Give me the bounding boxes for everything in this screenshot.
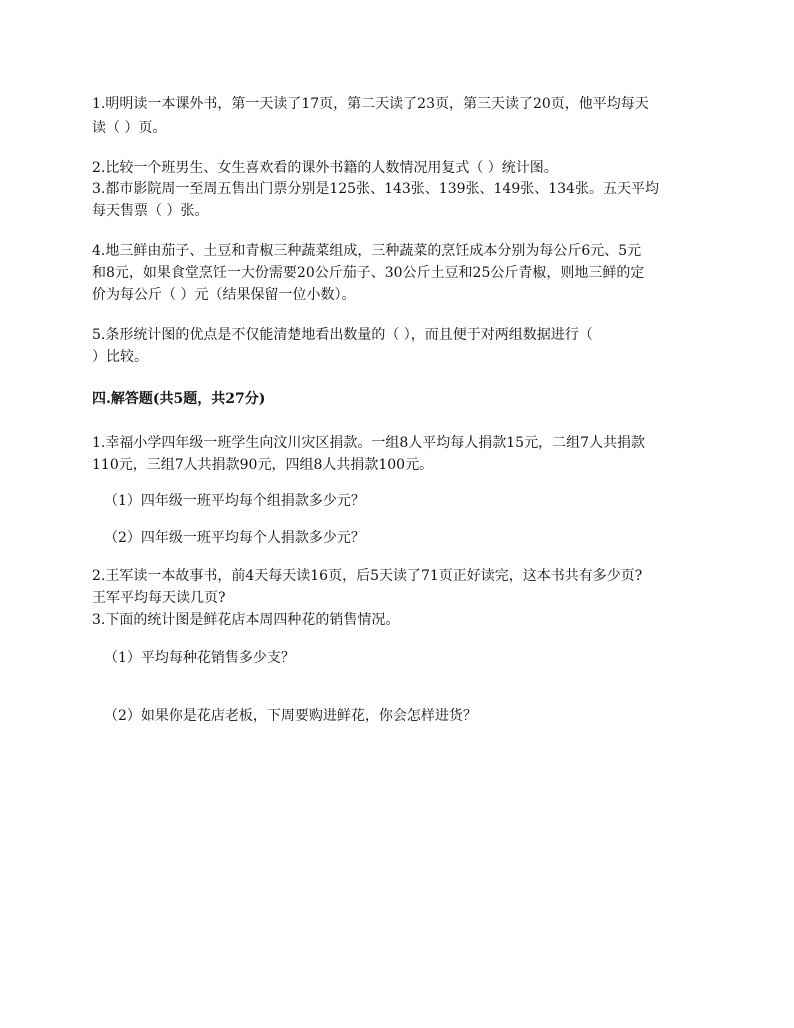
question-3-line-1: 3.都市影院周一至周五售出门票分别是125张、143张、139张、149张、134张。五天平均 (92, 181, 659, 197)
question-4-line-2: 和8元，如果食堂烹饪一大份需要20公斤茄子、30公斤土豆和25公斤青椒，则地三鲜的定 (92, 265, 645, 281)
section-title: 四.解答题(共5题，共27分) (92, 391, 266, 407)
answer-question-2-line-2: 王军平均每天读几页? (92, 590, 226, 606)
question-5-line-1: 5.条形统计图的优点是不仅能清楚地看出数量的（ ），而且便于对两组数据进行（ (92, 327, 593, 343)
question-3-line-2: 每天售票（ ）张。 (92, 203, 209, 219)
question-4-line-3: 价为每公斤（ ）元（结果保留一位小数）。 (92, 287, 356, 303)
answer-question-1-sub-1: （1）四年级一班平均每个组捐款多少元？ (104, 493, 365, 509)
question-1-line-1: 1.明明读一本课外书，第一天读了17页，第二天读了23页，第三天读了20页，他平均每天 (92, 96, 649, 112)
answer-question-1-line-2: 110元，三组7人共捐款90元，四组8人共捐款100元。 (92, 457, 434, 473)
answer-question-3-line-1: 3.下面的统计图是鲜花店本周四种花的销售情况。 (92, 612, 400, 628)
question-2-line-1: 2.比较一个班男生、女生喜欢看的课外书籍的人数情况用复式（ ）统计图。 (92, 160, 558, 176)
answer-question-1-line-1: 1.幸福小学四年级一班学生向汶川灾区捐款。一组8人平均每人捐款15元，二组7人共捐款 (92, 435, 645, 451)
answer-question-3-sub-1: （1）平均每种花销售多少支？ (104, 650, 295, 666)
answer-question-1-sub-2: （2）四年级一班平均每个人捐款多少元？ (104, 530, 365, 546)
question-5-line-2: ）比较。 (92, 349, 148, 365)
answer-question-3-sub-2: （2）如果你是花店老板，下周要购进鲜花，你会怎样进货？ (104, 708, 477, 724)
question-4-line-1: 4.地三鲜由茄子、土豆和青椒三种蔬菜组成，三种蔬菜的烹饪成本分别为每公斤6元、5元 (92, 243, 642, 259)
answer-question-2-line-1: 2.王军读一本故事书，前4天每天读16页，后5天读了71页正好读完，这本书共有多少页? (92, 568, 643, 584)
question-1-line-2: 读（ ）页。 (92, 120, 167, 136)
